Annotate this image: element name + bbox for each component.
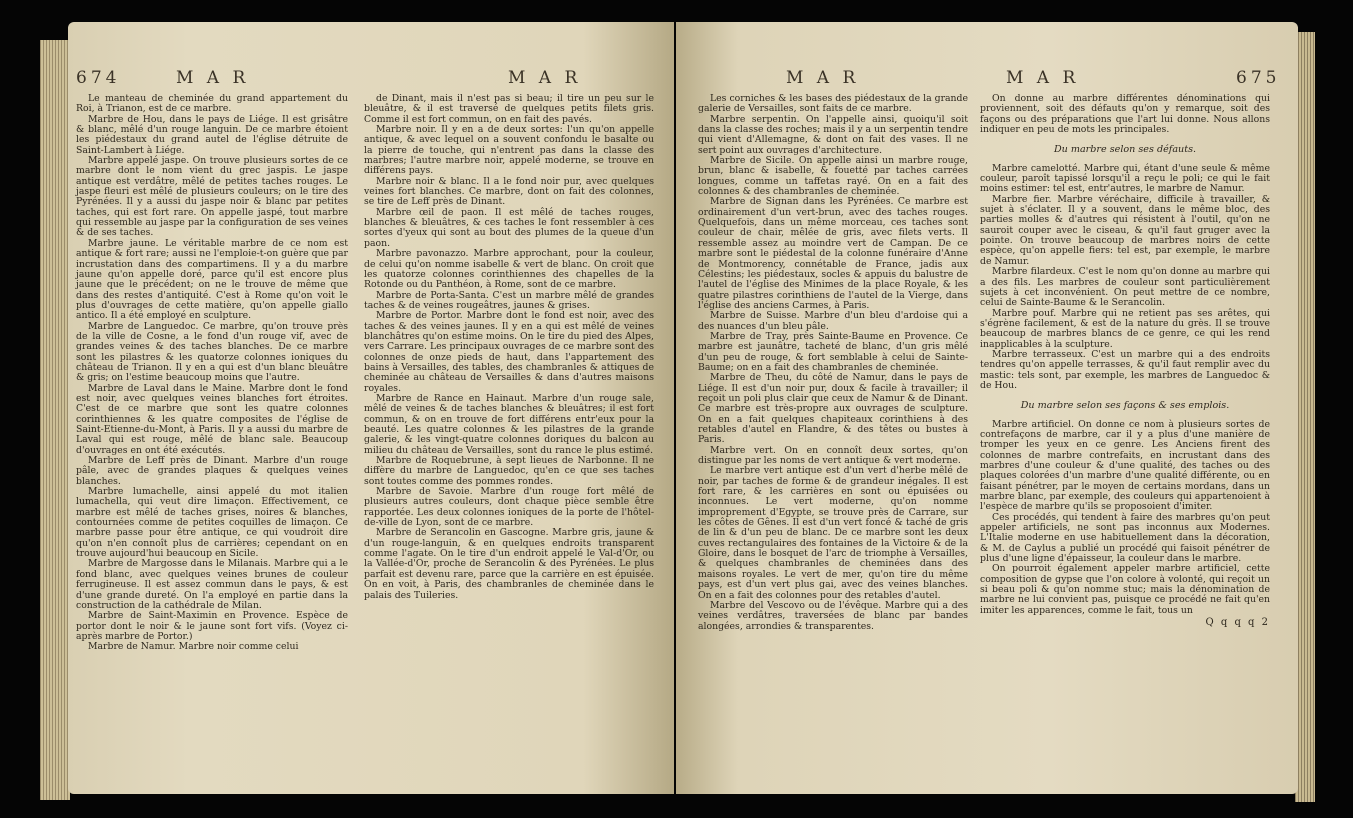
entry-paragraph: Marbre fier. Marbre véréchaire, difficile à travailler, & sujet à s'éclater. Il y a souvent, dans le même bloc, des parties molles & d'autres qui résistent à l'outil, qu'on ne sauroit couper avec le ciseau, & qu'il faut gruger avec la pointe. On trouve beaucoup de marbres noirs de cette espèce, qu'on appelle fiers: tel est, par exemple, le marbre de Namur.	[980, 193, 1270, 267]
entry-paragraph: Ces procédés, qui tendent à faire des marbres qu'on peut appeler artificiels, ne sont pas inconnus aux Modernes. L'Italie moderne en use habituellement dans la décoration, & M. de Caylus a publié un procédé qui faisoit pénétrer de plus d'une ligne d'épaisseur, la couleur dans le marbre.	[980, 511, 1270, 565]
entry-paragraph: Marbre de Roquebrune, à sept lieues de Narbonne. Il ne diffère du marbre de Languedoc, qu'en ce que ses taches sont toutes comme des pommes rondes.	[364, 455, 654, 487]
entry-paragraph: Marbre de Portor. Marbre dont le fond est noir, avec des taches & des veines jaunes. Il y en a qui est mêlé de veines blanchâtres qu'on estime moins. On le tire du pied des Alpes, vers Carrare. Les principaux ouvrages de ce marbre sont des colonnes de onze pieds de haut, dans l'appartement des bains à Versailles, des tables, des chambranles & attiques de cheminée au château de Versailles & dans d'autres maisons royales.	[364, 310, 654, 394]
entry-paragraph: Marbre de Saint-Maximin en Provence. Espèce de portor dont le noir & le jaune sont fort vifs. (Voyez ci-après marbre de Portor.)	[76, 610, 348, 642]
running-head-left-a: M A R	[176, 68, 250, 88]
right-page-column-b	[980, 94, 1270, 629]
section-title-facons: Du marbre selon ses façons & ses emplois.	[1020, 400, 1230, 412]
entry-paragraph: Marbre de Leff près de Dinant. Marbre d'un rouge pâle, avec de grandes plaques & quelques veines blanches.	[76, 455, 348, 487]
entry-paragraph: On pourroit également appeler marbre artificiel, cette composition de gypse que l'on colore à volonté, qui reçoit un si beau poli & qu'on nomme stuc; mais la dénomination de marbre ne lui convient pas, puisque ce procédé ne fait qu'en imiter les apparences, comme le fait, tous un	[980, 563, 1270, 616]
entry-paragraph: Marbre noir & blanc. Il a le fond noir pur, avec quelques veines fort blanches. Ce marbre, dont on fait des colonnes, se tire de Leff près de Dinant.	[364, 175, 654, 208]
entry-paragraph: Marbre de Theu, du côté de Namur, dans le pays de Liége. Il est d'un noir pur, doux & facile à travailler; il reçoit un poli plus clair que ceux de Namur & de Dinant. Ce marbre est très-propre aux ouvrages de sculpture. On en a fait quelques chapiteaux corinthiens à des retables d'autel en Flandre, & des têtes ou bustes à Paris.	[698, 372, 968, 446]
entry-paragraph: Marbre de Suisse. Marbre d'un bleu d'ardoise qui a des nuances d'un bleu pâle.	[698, 310, 968, 332]
entry-paragraph: Marbre de Languedoc. Ce marbre, qu'on trouve près de la ville de Cosne, a le fond d'un rouge vif, avec de grandes veines & des taches blanches. De ce marbre sont les pilastres & les quatorze colonnes ioniques du château de Trianon. Il y en a qui est d'un blanc bleuâtre & gris; on l'estime beaucoup moins que l'autre.	[76, 320, 348, 384]
left-page-column-a	[76, 94, 348, 653]
entry-paragraph: Marbre artificiel. On donne ce nom à plusieurs sortes de contrefaçons de marbre, car il y a plus d'une manière de tromper les yeux en ce genre. Les Anciens firent des colonnes de marbre contrefaits, en incrustant dans des marbres d'une couleur & d'une qualité, des taches ou des plaques colorées d'un marbre d'une qualité différente, ou en faisant pénétrer, par le moyen de certains mordans, dans un marbre blanc, par exemple, des couleurs qui appartenoient à l'espèce de marbre qu'ils se proposoient d'imiter.	[980, 418, 1270, 513]
running-head-right-b: M A R	[1006, 68, 1080, 88]
entry-paragraph: Le manteau de cheminée du grand appartement du Roi, à Trianon, est de ce marbre.	[76, 93, 348, 115]
entry-paragraph: Marbre œil de paon. Il est mêlé de taches rouges, blanches & bleuâtres, & ces taches le font ressembler à ces sortes d'yeux qui sont au bout des plumes de la queue d'un paon.	[364, 206, 654, 249]
section-facons-body	[980, 420, 1270, 617]
right-page-column-a	[698, 94, 968, 632]
entry-paragraph: Marbre jaune. Le véritable marbre de ce nom est antique & fort rare; aussi ne l'emploie-t-on guère que par incrustation dans des compartimens. Il y a du marbre jaune qu'on appelle doré, parce qu'il est encore plus jaune que le précédent; on ne le trouve de même que dans des restes d'antiquité. C'est à Rome qu'on voit le plus d'ouvrages de cette matière, qu'on appelle giallo antico. Il a été employé en sculpture.	[76, 237, 348, 322]
left-page	[68, 22, 674, 794]
entry-paragraph: Marbre del Vescovo ou de l'évêque. Marbre qui a des veines verdâtres, traversées de blanc par bandes alongées, arrondies & transparentes.	[698, 599, 968, 632]
entry-paragraph: de Dinant, mais il n'est pas si beau; il tire un peu sur le bleuâtre, & il est traversé de quelques petits filets gris. Comme il est fort commun, on en fait des pavés.	[364, 93, 654, 125]
entry-paragraph: Marbre pavonazzo. Marbre approchant, pour la couleur, de celui qu'on nomme isabelle & vert de blanc. On croit que les quatorze colonnes corinthiennes des chapelles de la Rotonde ou du Panthéon, à Rome, sont de ce marbre.	[364, 248, 654, 291]
left-page-column-b	[364, 94, 654, 601]
running-head-left-b: M A R	[508, 68, 582, 88]
page-block-right-edge	[1295, 32, 1315, 802]
entry-paragraph: Marbre de Laval dans le Maine. Marbre dont le fond est noir, avec quelques veines blanches fort étroites. C'est de ce marbre que sont les quatre colonnes corinthiennes & les quatre composites de l'église de Saint-Etienne-du-Mont, à Paris. Il y a aussi du marbre de Laval qui est rouge, mêlé de blanc sale. Beaucoup d'ouvrages en ont été exécutés.	[76, 382, 348, 456]
entry-paragraph: Les corniches & les bases des piédestaux de la grande galerie de Versailles, sont faits de ce marbre.	[698, 93, 968, 115]
right-page	[676, 22, 1298, 794]
intro-paragraph: On donne au marbre différentes dénominations qui proviennent, soit des défauts qu'on y remarque, soit des façons ou des préparations que l'art lui donne. Nous allons indiquer en peu de mots les principales.	[980, 93, 1270, 136]
section-defauts-body	[980, 164, 1270, 392]
entry-paragraph: Marbre filardeux. C'est le nom qu'on donne au marbre qui a des fils. Les marbres de couleur sont particulièrement sujets à cet inconvénient. On peut mettre de ce nombre, celui de Sainte-Baume & le Serancolin.	[980, 266, 1270, 309]
entry-paragraph: Marbre de Hou, dans le pays de Liége. Il est grisâtre & blanc, mêlé d'un rouge languin. De ce marbre étoient les piédestaux du grand autel de l'église détruite de Saint-Lambert à Liége.	[76, 113, 348, 156]
section-title-defauts: Du marbre selon ses défauts.	[1053, 144, 1197, 156]
entry-paragraph: Marbre camelotté. Marbre qui, étant d'une seule & même couleur, paroît tapissé lorsqu'il a reçu le poli; ce qui le fait moins estimer: tel est, entr'autres, le marbre de Namur.	[980, 162, 1270, 195]
entry-paragraph: Marbre de Sicile. On appelle ainsi un marbre rouge, brun, blanc & isabelle, & fouetté par taches carrées longues, comme un taffetas rayé. On en a fait des colonnes & des chambranles de cheminée.	[698, 155, 968, 198]
entry-paragraph: Marbre serpentin. On l'appelle ainsi, quoiqu'il soit dans la classe des roches; mais il y a un serpentin tendre qui vient d'Allemagne, & dont on fait des vases. Il ne sert point aux ouvrages d'architecture.	[698, 113, 968, 156]
entry-paragraph: Marbre de Namur. Marbre noir comme celui	[88, 641, 299, 653]
entry-paragraph: Marbre appelé jaspe. On trouve plusieurs sortes de ce marbre dont le nom vient du grec jaspis. Le jaspe antique est verdâtre, mêlé de petites taches rouges. Le jaspe fleuri est mêlé de plusieurs couleurs; on le tire des Pyrénées. Il y a aussi du jaspe noir & blanc par petites taches, qui est fort rare. On appelle jaspé, tout marbre qui ressemble au jaspe par la configuration de ses veines & de ses taches.	[76, 155, 348, 239]
page-number-right: 675	[1236, 68, 1281, 88]
entry-paragraph: Marbre de Rance en Hainaut. Marbre d'un rouge sale, mêlé de veines & de taches blanches & bleuâtres; il est fort commun, & on en trouve de fort différens entr'eux pour la beauté. Les quatre colonnes & les pilastres de la grande galerie, & les vingt-quatre colonnes doriques du balcon au milieu du château de Versailles, sont du rance le plus estimé.	[364, 392, 654, 456]
entry-paragraph: Marbre lumachelle, ainsi appelé du mot italien lumachella, qui veut dire limaçon. Effectivement, ce marbre est mêlé de taches grises, noires & blanches, contournées comme de petites coquilles de limaçon. Ce marbre passe pour être antique, ce qui voudroit dire qu'on n'en connoît plus de carrières; cependant on en trouve aujourd'hui beaucoup en Sicile.	[76, 486, 348, 560]
entry-paragraph: Marbre de Serancolin en Gascogne. Marbre gris, jaune & d'un rouge-languin, & en quelques endroits transparent comme l'agate. On le tire d'un endroit appelé le Val-d'Or, ou la Vallée-d'Or, proche de Serancolin & des Pyrénées. Le plus parfait est devenu rare, parce que la carrière en est épuisée. On en voit, à Paris, des chambranles de cheminée dans le palais des Tuileries.	[364, 527, 654, 601]
entry-paragraph: Marbre de Savoie. Marbre d'un rouge fort mêlé de plusieurs autres couleurs, dont chaque pièce semble être rapportée. Les deux colonnes ioniques de la porte de l'hôtel-de-ville de Lyon, sont de ce marbre.	[364, 486, 654, 529]
entry-paragraph: Marbre de Tray, près Sainte-Baume en Provence. Ce marbre est jaunâtre, tacheté de blanc, d'un gris mêlé d'un peu de rouge, & fort semblable à celui de Sainte-Baume; on en a fait des chambranles de cheminée.	[698, 330, 968, 373]
running-head-right-a: M A R	[786, 68, 860, 88]
entry-paragraph: Marbre de Signan dans les Pyrénées. Ce marbre est ordinairement d'un vert-brun, avec des taches rouges. Quelquefois, dans un même morceau, ces taches sont couleur de chair, mêlée de gris, avec filets verts. Il ressemble assez au moindre vert de Campan. De ce marbre sont le piédestal de la colonne funéraire d'Anne de Montmorency, connétable de France, jadis aux Célestins; les piédestaux, socles & appuis du balustre de l'autel de l'église des Minimes de la place Royale, & les quatre pilastres corinthiens de l'autel de la Vierge, dans l'église des anciens Carmes, à Paris.	[698, 196, 968, 311]
entry-paragraph: Le marbre vert antique est d'un vert d'herbe mêlé de noir, par taches de forme & de grandeur inégales. Il est fort rare, & les carrières en sont ou épuisées ou inconnues. Le vert moderne, qu'on nomme improprement d'Egypte, se trouve près de Carrare, sur les côtes de Gênes. Il est d'un vert foncé & taché de gris de lin & d'un peu de blanc. De ce marbre sont les deux cuves rectangulaires des fontaines de la Victoire & de la Gloire, dans le bosquet de l'arc de triomphe à Versailles, & quelques chambranles de cheminées dans des maisons royales. Le vert de mer, qu'on tire du même pays, est d'un vert plus gai, avec des veines blanches. On en a fait des colonnes pour des retables d'autel.	[698, 465, 968, 601]
signature-mark: Q q q q 2	[1205, 617, 1270, 629]
entry-paragraph: Marbre pouf. Marbre qui ne retient pas ses arêtes, qui s'égrène facilement, & est de la nature du grès. Il se trouve beaucoup de marbres blancs de ce genre, ce qui les rend inapplicables à la sculpture.	[980, 307, 1270, 350]
entry-paragraph: Marbre terrasseux. C'est un marbre qui a des endroits tendres qu'on appelle terrasses, & qu'il faut remplir avec du mastic: tels sont, par exemple, les marbres de Languedoc & de Hou.	[980, 348, 1270, 391]
entry-paragraph: Marbre de Margosse dans le Milanais. Marbre qui a le fond blanc, avec quelques veines brunes de couleur ferrugineuse. Il est assez commun dans le pays, & est d'une grande dureté. On l'a employé en partie dans la construction de la cathédrale de Milan.	[76, 558, 348, 611]
entry-paragraph: Marbre de Porta-Santa. C'est un marbre mêlé de grandes taches & de veines rougeâtres, jaunes & grises.	[364, 289, 654, 311]
page-block-left-edge	[40, 40, 70, 800]
entry-paragraph: Marbre noir. Il y en a de deux sortes: l'un qu'on appelle antique, & avec lequel on a souvent confondu le basalte ou la pierre de touche, qui n'entrent pas dans la classe des marbres; l'autre marbre noir, appelé moderne, se trouve en différens pays.	[364, 124, 654, 177]
entry-paragraph: Marbre vert. On en connoît deux sortes, qu'on distingue par les noms de vert antique & vert moderne.	[698, 444, 968, 467]
page-number-left: 674	[76, 68, 121, 88]
